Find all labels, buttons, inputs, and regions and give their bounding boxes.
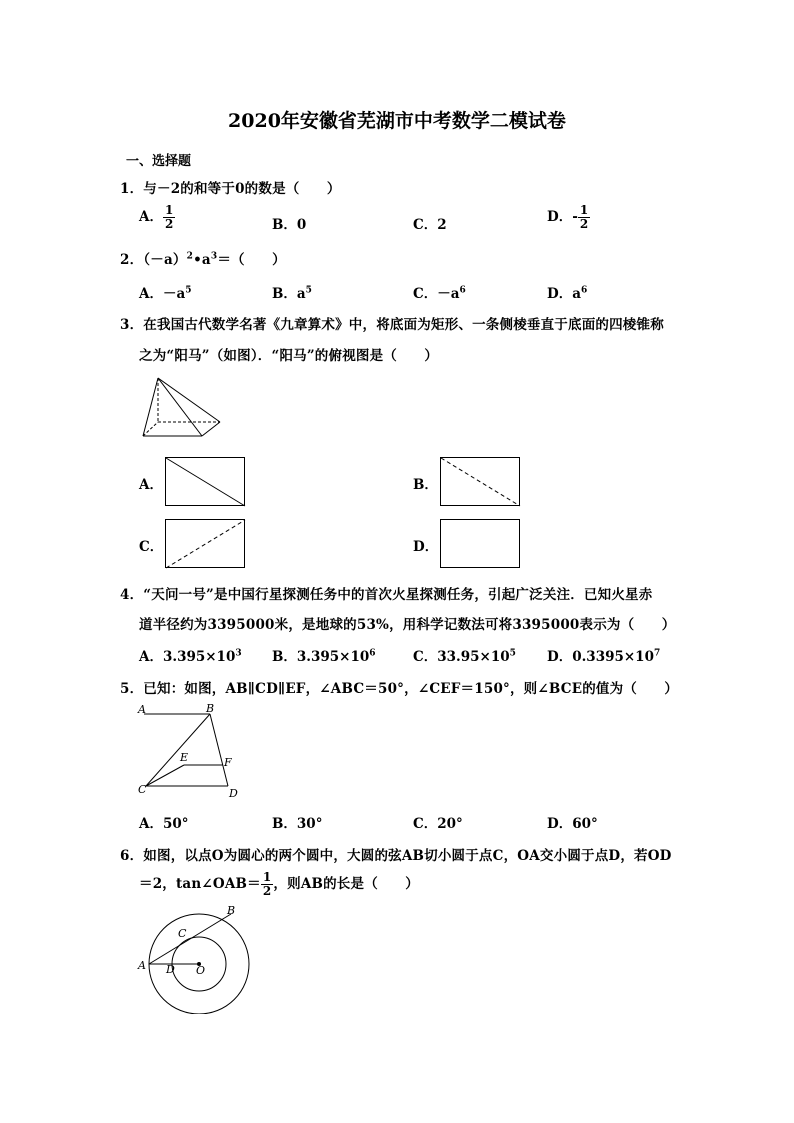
- q4-option-b: B．$3.395\times 10^6$: [272, 648, 376, 665]
- q5-label-c: C: [138, 783, 147, 796]
- q5-option-b: B．30°: [272, 816, 323, 832]
- q5-option-a: A．50°: [139, 816, 189, 832]
- q4-option-d: D．$0.3395\times 10^7$: [547, 648, 661, 665]
- q3-option-c-label: C．: [139, 539, 164, 555]
- q6-label-b: B: [227, 904, 236, 917]
- q1-option-a-fraction: $\frac{1}{2}$: [164, 203, 174, 231]
- question-1-stem: 1．与－2的和等于0的数是（ ）: [120, 181, 341, 197]
- q3-option-a-figure: [165, 457, 246, 507]
- question-4-stem-line-2: 道半径约为3395000米，是地球的53%，用科学记数法可将3395000表示为（ ）: [139, 617, 676, 633]
- q2-option-c: C．$-a^6$: [413, 285, 466, 302]
- q5-label-e: E: [180, 751, 189, 764]
- q5-label-d: D: [229, 787, 238, 800]
- q5-label-f: F: [224, 756, 232, 769]
- q6-label-c: C: [178, 927, 187, 940]
- q4-option-a: A．$3.395\times 10^3$: [139, 648, 242, 665]
- q1-option-a: [139, 204, 175, 231]
- q1-option-a-label: A．: [139, 209, 163, 225]
- q3-option-b-figure: [440, 457, 521, 507]
- q5-option-d: D．60°: [547, 816, 598, 832]
- question-4-stem-line-1: 4．“天问一号”是中国行星探测任务中的首次火星探测任务，引起广泛关注．已知火星赤: [120, 587, 653, 603]
- section-heading: 一、选择题: [126, 154, 192, 169]
- question-2-stem: 2．$(-a)^2•a^3=$（ ）: [120, 251, 286, 268]
- q5-label-b: B: [206, 702, 215, 715]
- q1-option-c: C．2: [413, 217, 447, 233]
- q3-option-d-figure: [440, 519, 521, 569]
- q5-label-a: A: [138, 703, 146, 716]
- q1-option-d: D．- $\frac{1}{2}$: [547, 203, 589, 231]
- q2-option-a: A．$-a^5$: [139, 285, 192, 302]
- question-6-stem-line-1: 6．如图，以点O为圆心的两个圆中，大圆的弦AB切小圆于点C，OA交小圆于点D，若OD: [120, 848, 672, 864]
- q6-label-a: A: [138, 959, 146, 972]
- question-3-stem-line-2: 之为“阳马”（如图）．“阳马”的俯视图是（ ）: [139, 348, 439, 364]
- q2-option-b: B．$a^5$: [272, 285, 312, 302]
- q6-label-d: D: [166, 963, 175, 976]
- question-3-stem-line-1: 3．在我国古代数学名著《九章算术》中，将底面为矩形、一条侧棱垂直于底面的四棱锥称: [120, 317, 664, 333]
- q3-option-b-label: B．: [413, 477, 438, 493]
- question-6-stem-line-2: ＝2，tan∠OAB＝ $\frac{1}{2}$ ，则AB的长是（ ）: [139, 870, 420, 898]
- q5-option-c: C．20°: [413, 816, 463, 832]
- q5-parallel-lines-figure: [134, 700, 244, 804]
- q3-option-d-label: D．: [413, 539, 439, 555]
- q6-circles-figure: [134, 902, 256, 1014]
- q6-fraction: $\frac{1}{2}$: [262, 870, 272, 898]
- q2-option-d: D．$a^6$: [547, 285, 588, 302]
- q1-option-d-label: D．: [547, 209, 573, 225]
- q1-option-d-fraction: $\frac{1}{2}$: [579, 203, 589, 231]
- q3-option-c-figure: [165, 519, 246, 569]
- question-5-stem: 5．已知：如图，AB∥CD∥EF，∠ABC＝50°，∠CEF＝150°，则∠BCE的值为（ ）: [120, 681, 679, 697]
- q3-pyramid-figure: [138, 374, 228, 442]
- page-title: 2020年安徽省芜湖市中考数学二模试卷: [228, 110, 566, 132]
- q6-label-o: O: [196, 964, 206, 977]
- q4-option-c: C．$33.95\times 10^5$: [413, 648, 516, 665]
- q3-option-a-label: A．: [139, 477, 163, 493]
- q1-option-b: B．0: [272, 217, 307, 233]
